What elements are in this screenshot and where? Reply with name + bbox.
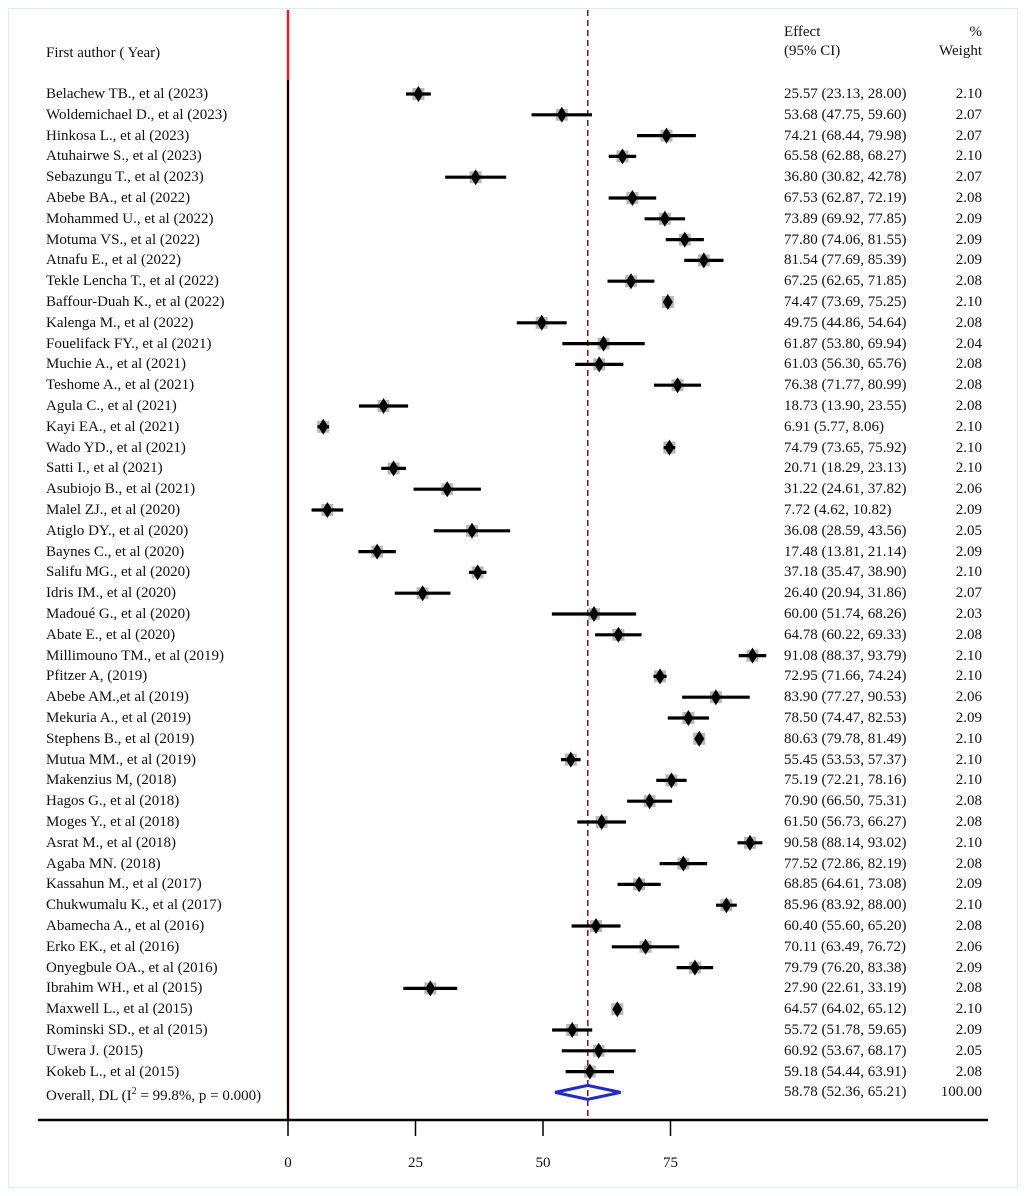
- study-label: Asubiojo B., et al (2021): [46, 481, 196, 498]
- study-label: Teshome A., et al (2021): [46, 377, 195, 394]
- study-ci-text: 77.52 (72.86, 82.19): [784, 855, 907, 872]
- study-ci-text: 83.90 (77.27, 90.53): [784, 689, 907, 706]
- study-label: Abate E., et al (2020): [46, 626, 176, 643]
- x-tick-label: 75: [663, 1155, 678, 1171]
- study-label: Wado YD., et al (2021): [46, 439, 186, 456]
- study-ci-text: 27.90 (22.61, 33.19): [784, 980, 907, 997]
- study-ci-text: 64.78 (60.22, 69.33): [784, 626, 907, 643]
- study-ci-text: 75.19 (72.21, 78.16): [784, 772, 907, 789]
- study-weight: 2.09: [955, 876, 982, 893]
- study-label: Atnafu E., et al (2022): [46, 252, 181, 269]
- study-ci-text: 6.91 (5.77, 8.06): [784, 418, 884, 435]
- study-weight: 2.08: [955, 377, 982, 394]
- study-ci-text: 67.25 (62.65, 71.85): [784, 273, 907, 290]
- study-label: Madoué G., et al (2020): [46, 606, 191, 622]
- study-ci-text: 7.72 (4.62, 10.82): [784, 502, 892, 518]
- study-weight: 2.09: [955, 1022, 982, 1038]
- study-label: Hinkosa L., et al (2023): [46, 127, 190, 144]
- study-ci-text: 20.71 (18.29, 23.13): [784, 460, 907, 477]
- weight-percent-header: %: [969, 24, 982, 40]
- study-ci-text: 80.63 (79.78, 81.49): [784, 730, 907, 747]
- study-weight: 2.08: [955, 814, 982, 830]
- study-ci-text: 73.89 (69.92, 77.85): [784, 210, 907, 227]
- study-label: Kassahun M., et al (2017): [46, 876, 202, 893]
- study-weight: 2.08: [955, 273, 982, 290]
- study-ci-text: 17.48 (13.81, 21.14): [784, 543, 907, 560]
- study-weight: 2.08: [955, 1063, 982, 1080]
- study-label: Atiglo DY., et al (2020): [46, 522, 189, 539]
- x-tick-label: 50: [535, 1155, 551, 1171]
- study-weight: 2.09: [955, 210, 982, 227]
- study-ci-text: 61.50 (56.73, 66.27): [784, 814, 907, 830]
- study-label: Kokeb L., et al (2015): [46, 1063, 180, 1080]
- study-weight: 2.07: [955, 127, 982, 144]
- study-label: Hagos G., et al (2018): [46, 793, 180, 810]
- study-label: Tekle Lencha T., et al (2022): [46, 273, 219, 290]
- study-weight: 2.09: [955, 543, 982, 560]
- study-ci-text: 60.00 (51.74, 68.26): [784, 606, 907, 622]
- study-label: Millimouno TM., et al (2019): [46, 647, 225, 664]
- study-weight: 2.10: [955, 86, 982, 102]
- study-label: Fouelifack FY., et al (2021): [46, 335, 212, 352]
- study-weight: 2.10: [955, 148, 982, 165]
- study-ci-text: 36.08 (28.59, 43.56): [784, 522, 907, 539]
- study-ci-text: 61.03 (56.30, 65.76): [784, 356, 907, 373]
- study-ci-text: 70.90 (66.50, 75.31): [784, 793, 907, 810]
- study-ci-text: 31.22 (24.61, 37.82): [784, 481, 907, 498]
- study-ci-text: 60.92 (53.67, 68.17): [784, 1042, 907, 1059]
- study-label: Abamecha A., et al (2016): [46, 918, 205, 934]
- study-ci-text: 18.73 (13.90, 23.55): [784, 398, 907, 414]
- study-weight: 2.05: [955, 522, 982, 539]
- study-label: Agula C., et al (2021): [46, 398, 177, 414]
- study-weight: 2.09: [955, 502, 982, 518]
- study-label: Kalenga M., et al (2022): [46, 314, 194, 331]
- study-weight: 2.09: [955, 959, 982, 976]
- study-label: Baynes C., et al (2020): [46, 543, 185, 560]
- x-tick-label: 25: [408, 1155, 423, 1171]
- study-weight: 2.08: [955, 314, 982, 331]
- weight-column-header: Weight: [939, 43, 982, 59]
- study-weight: 2.06: [955, 689, 982, 706]
- study-weight: 2.10: [955, 897, 982, 914]
- study-weight: 2.10: [955, 647, 982, 664]
- study-weight: 2.10: [955, 730, 982, 747]
- study-ci-text: 65.58 (62.88, 68.27): [784, 148, 907, 165]
- study-label: Malel ZJ., et al (2020): [46, 502, 181, 518]
- study-weight: 2.08: [955, 190, 982, 206]
- study-weight: 2.04: [955, 335, 982, 352]
- effect-column-header: Effect: [784, 24, 821, 40]
- study-weight: 2.10: [955, 294, 982, 310]
- overall-weight: 100.00: [940, 1084, 982, 1101]
- study-weight: 2.10: [955, 772, 982, 789]
- study-label: Salifu MG., et al (2020): [46, 564, 191, 581]
- ci-column-header: (95% CI): [784, 43, 841, 59]
- study-label: Mekuria A., et al (2019): [46, 710, 191, 726]
- study-label: Baffour-Duah K., et al (2022): [46, 294, 225, 310]
- study-ci-text: 64.57 (64.02, 65.12): [784, 1001, 907, 1018]
- study-ci-text: 26.40 (20.94, 31.86): [784, 585, 907, 602]
- study-ci-text: 61.87 (53.80, 69.94): [784, 335, 907, 352]
- study-label: Sebazungu T., et al (2023): [46, 169, 204, 186]
- overall-ci-text: 58.78 (52.36, 65.21): [784, 1084, 907, 1101]
- study-weight: 2.09: [955, 231, 982, 248]
- study-weight: 2.08: [955, 855, 982, 872]
- x-tick-label: 0: [284, 1155, 292, 1171]
- study-weight: 2.08: [955, 980, 982, 997]
- study-weight: 2.10: [955, 418, 982, 435]
- study-weight: 2.09: [955, 252, 982, 269]
- study-label: Abebe BA., et al (2022): [46, 190, 191, 206]
- study-label: Stephens B., et al (2019): [46, 730, 195, 747]
- study-weight: 2.08: [955, 918, 982, 934]
- study-weight: 2.08: [955, 626, 982, 643]
- study-label: Ibrahim WH., et al (2015): [46, 980, 203, 997]
- study-label: Belachew TB., et al (2023): [46, 86, 209, 102]
- study-weight: 2.09: [955, 710, 982, 726]
- study-ci-text: 74.47 (73.69, 75.25): [784, 294, 907, 310]
- study-weight: 2.10: [955, 460, 982, 477]
- study-weight: 2.10: [955, 564, 982, 581]
- study-weight: 2.06: [955, 481, 982, 498]
- study-label: Maxwell L., et al (2015): [46, 1001, 193, 1018]
- study-label: Atuhairwe S., et al (2023): [46, 148, 202, 165]
- study-weight: 2.10: [955, 834, 982, 851]
- study-label: Agaba MN. (2018): [46, 855, 161, 872]
- study-weight: 2.10: [955, 439, 982, 456]
- study-ci-text: 70.11 (63.49, 76.72): [784, 938, 906, 955]
- study-ci-text: 68.85 (64.61, 73.08): [784, 876, 907, 893]
- study-ci-text: 60.40 (55.60, 65.20): [784, 918, 907, 934]
- study-label: Satti I., et al (2021): [46, 460, 163, 477]
- study-label: Kayi EA., et al (2021): [46, 418, 180, 435]
- study-ci-text: 53.68 (47.75, 59.60): [784, 106, 907, 123]
- study-label: Woldemichael D., et al (2023): [46, 106, 228, 123]
- overall-label: Overall, DL ($I^2 = 99.8\%$, p = 0.000): [46, 1086, 262, 1105]
- study-weight: 2.08: [955, 793, 982, 810]
- study-ci-text: 91.08 (88.37, 93.79): [784, 647, 907, 664]
- study-label: Pfitzer A, (2019): [46, 668, 148, 685]
- study-label: Mutua MM., et al (2019): [46, 751, 196, 768]
- study-ci-text: 37.18 (35.47, 38.90): [784, 564, 907, 581]
- study-ci-text: 74.79 (73.65, 75.92): [784, 439, 907, 456]
- study-weight: 2.07: [955, 106, 982, 123]
- study-ci-text: 78.50 (74.47, 82.53): [784, 710, 907, 726]
- study-ci-text: 59.18 (54.44, 63.91): [784, 1063, 907, 1080]
- study-weight: 2.06: [955, 938, 982, 955]
- study-label: Abebe AM.,et al (2019): [46, 689, 189, 706]
- study-ci-text: 74.21 (68.44, 79.98): [784, 127, 907, 144]
- study-label: Makenzius M, (2018): [46, 772, 177, 789]
- study-ci-text: 25.57 (23.13, 28.00): [784, 86, 907, 102]
- study-ci-text: 67.53 (62.87, 72.19): [784, 190, 907, 206]
- study-ci-text: 90.58 (88.14, 93.02): [784, 834, 907, 851]
- study-label: Onyegbule OA., et al (2016): [46, 959, 218, 976]
- study-weight: 2.03: [955, 606, 982, 622]
- study-weight: 2.05: [955, 1042, 982, 1059]
- study-weight: 2.10: [955, 668, 982, 685]
- study-label: Erko EK., et al (2016): [46, 938, 180, 955]
- study-label: Asrat M., et al (2018): [46, 834, 176, 851]
- study-ci-text: 55.45 (53.53, 57.37): [784, 751, 907, 768]
- study-ci-text: 36.80 (30.82, 42.78): [784, 169, 907, 186]
- study-label: Chukwumalu K., et al (2017): [46, 897, 222, 914]
- study-ci-text: 76.38 (71.77, 80.99): [784, 377, 907, 394]
- study-ci-text: 85.96 (83.92, 88.00): [784, 897, 907, 914]
- study-label: Idris IM., et al (2020): [46, 585, 176, 602]
- study-weight: 2.10: [955, 1001, 982, 1018]
- study-ci-text: 55.72 (51.78, 59.65): [784, 1022, 907, 1038]
- study-label: Rominski SD., et al (2015): [46, 1022, 208, 1038]
- study-ci-text: 49.75 (44.86, 54.64): [784, 314, 907, 331]
- study-ci-text: 79.79 (76.20, 83.38): [784, 959, 907, 976]
- study-label: Mohammed U., et al (2022): [46, 210, 214, 227]
- study-weight: 2.08: [955, 398, 982, 414]
- study-label: Moges Y., et al (2018): [46, 814, 180, 830]
- study-weight: 2.08: [955, 356, 982, 373]
- study-label: Motuma VS., et al (2022): [46, 231, 200, 248]
- study-column-header: First author ( Year): [46, 45, 161, 61]
- study-ci-text: 77.80 (74.06, 81.55): [784, 231, 907, 248]
- study-ci-text: 72.95 (71.66, 74.24): [784, 668, 907, 685]
- study-weight: 2.10: [955, 751, 982, 768]
- study-weight: 2.07: [955, 169, 982, 186]
- study-label: Muchie A., et al (2021): [46, 356, 186, 373]
- study-ci-text: 81.54 (77.69, 85.39): [784, 252, 907, 269]
- study-weight: 2.07: [955, 585, 982, 602]
- study-label: Uwera J. (2015): [46, 1042, 144, 1059]
